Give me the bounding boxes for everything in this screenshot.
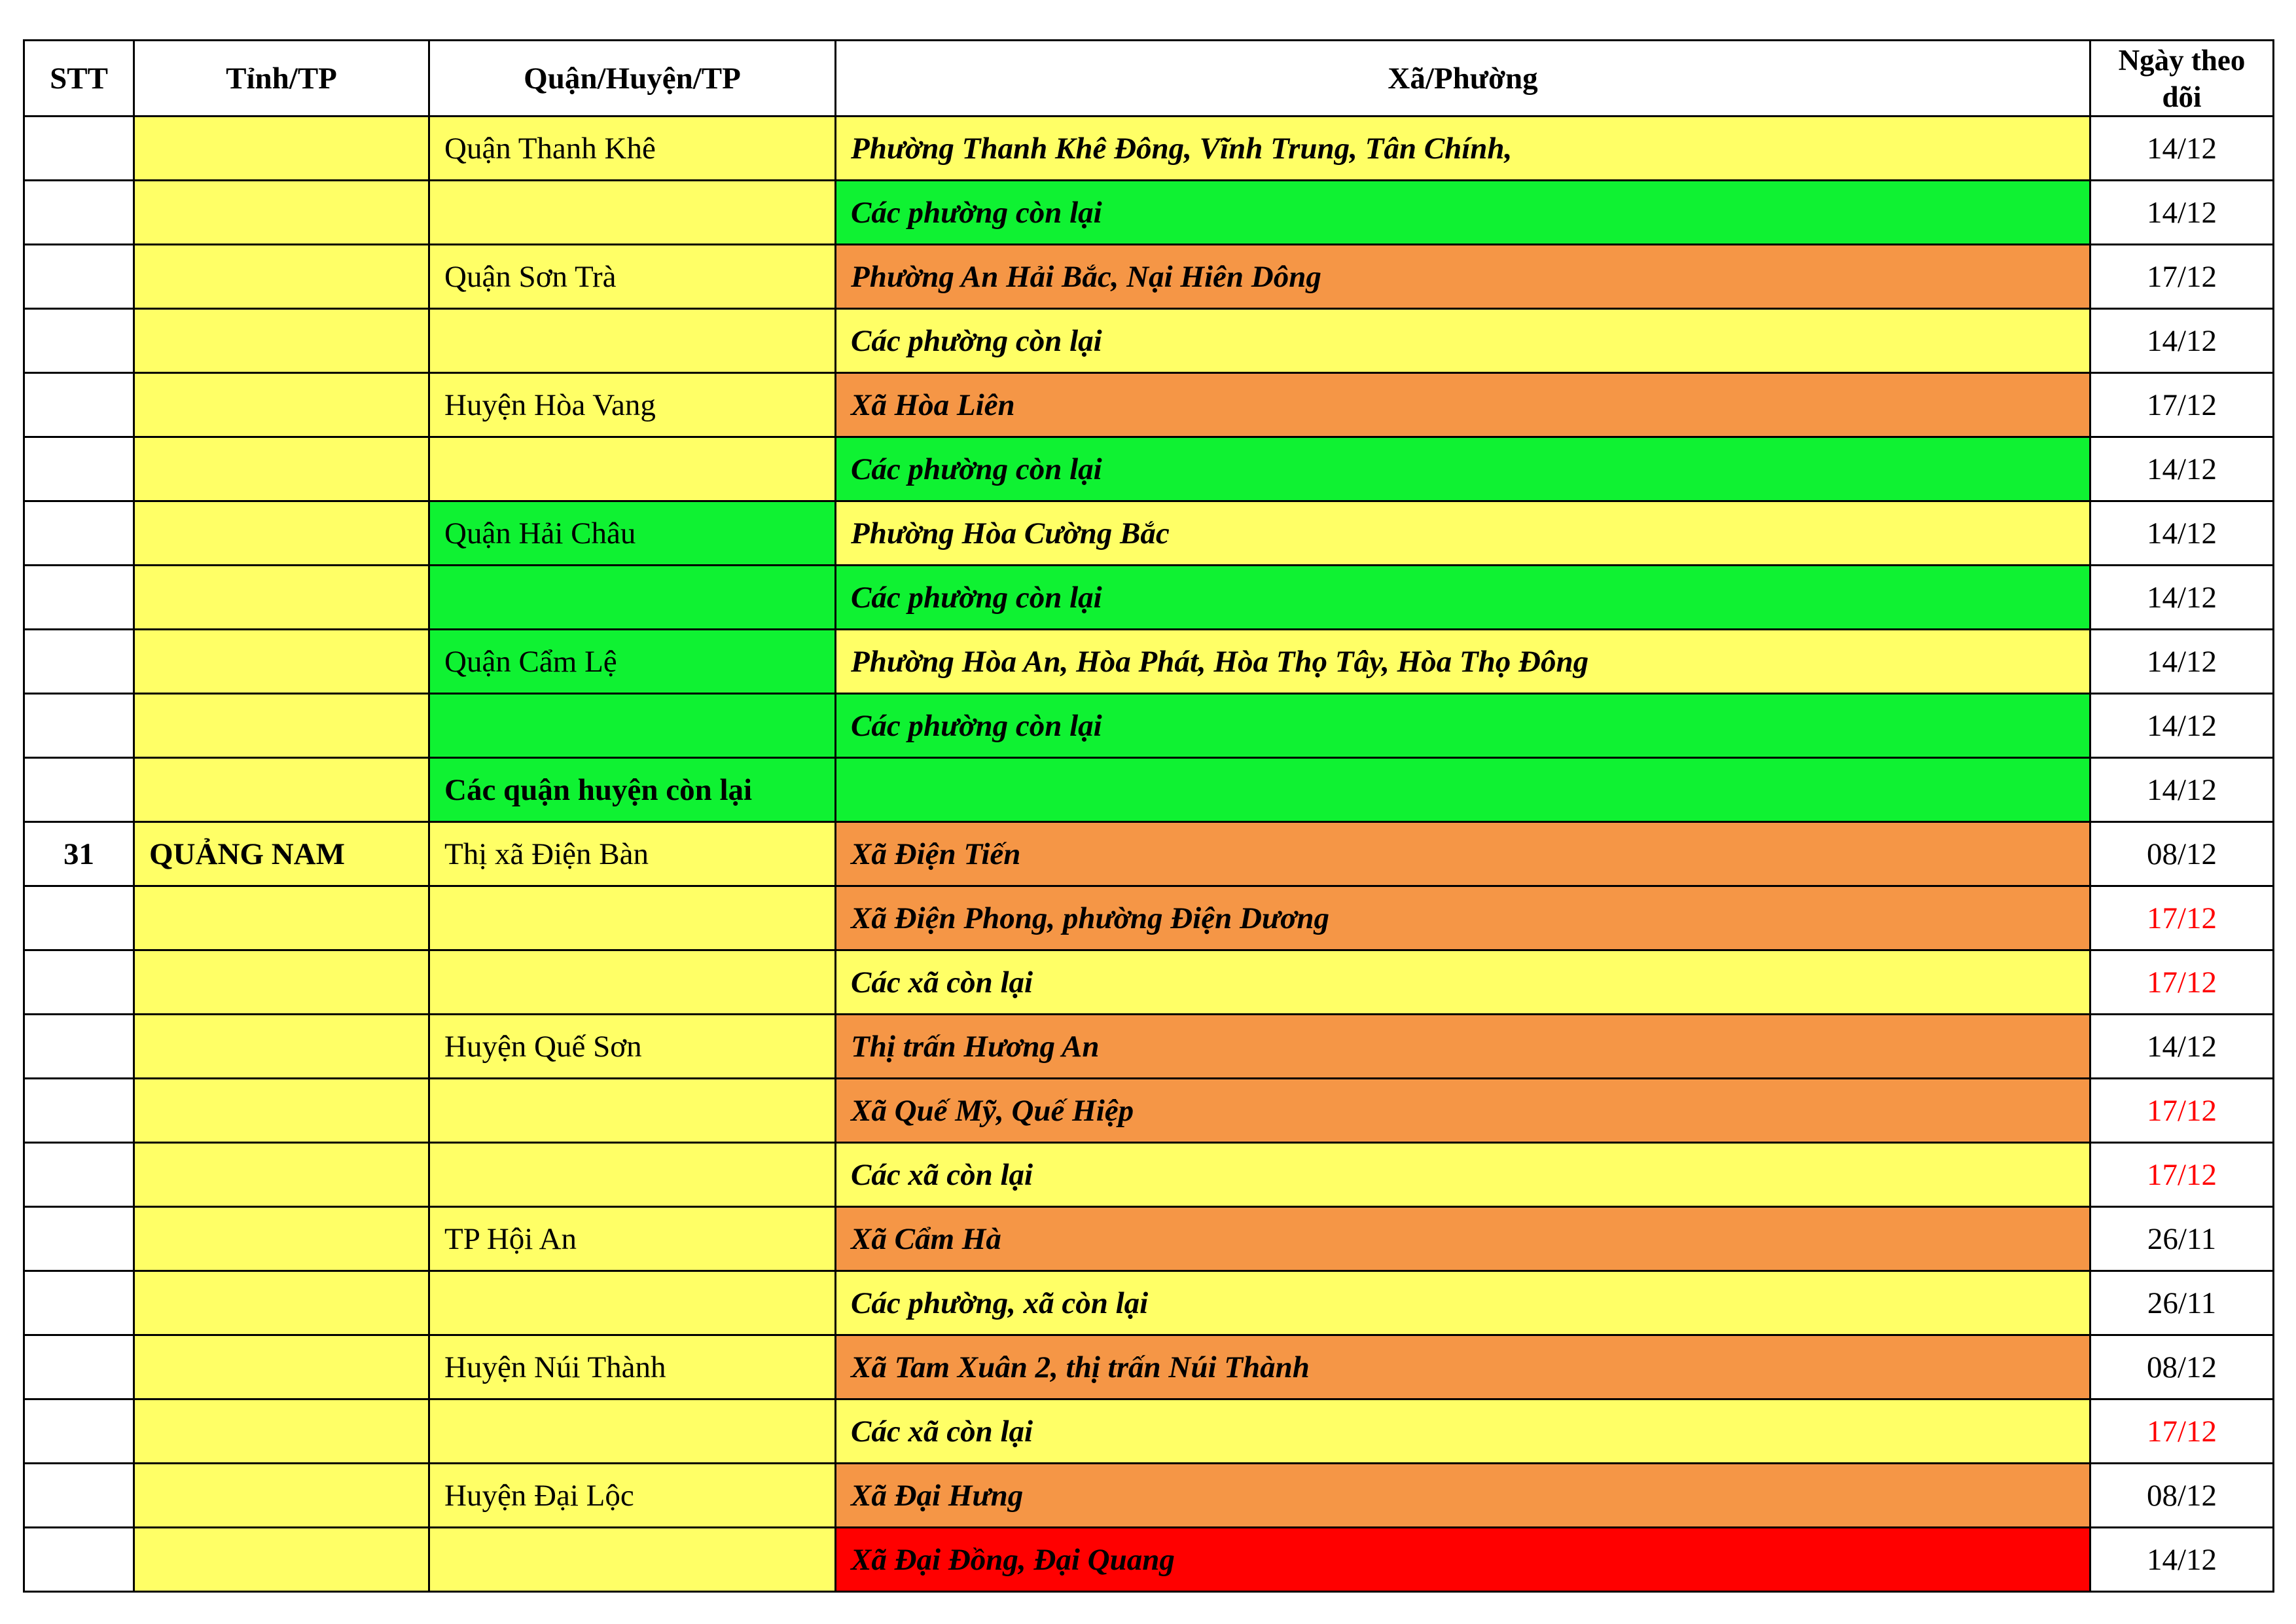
district-cell bbox=[429, 1143, 836, 1207]
district-cell bbox=[429, 886, 836, 950]
district-cell bbox=[429, 437, 836, 501]
date-cell: 26/11 bbox=[2090, 1207, 2274, 1271]
district-cell bbox=[429, 1079, 836, 1143]
district-cell bbox=[429, 694, 836, 758]
date-cell: 14/12 bbox=[2090, 1015, 2274, 1079]
ward-cell: Phường Hòa Cường Bắc bbox=[836, 501, 2090, 566]
district-cell: Huyện Quế Sơn bbox=[429, 1015, 836, 1079]
header-district: Quận/Huyện/TP bbox=[429, 41, 836, 117]
province-cell bbox=[134, 758, 429, 822]
header-ward: Xã/Phường bbox=[836, 41, 2090, 117]
ward-cell: Các phường còn lại bbox=[836, 181, 2090, 245]
district-cell bbox=[429, 181, 836, 245]
table-row bbox=[24, 758, 2274, 822]
stt-cell bbox=[24, 886, 134, 950]
date-cell: 08/12 bbox=[2090, 1464, 2274, 1528]
date-cell: 14/12 bbox=[2090, 309, 2274, 373]
ward-cell: Các phường còn lại bbox=[836, 309, 2090, 373]
province-cell: QUẢNG NAM bbox=[134, 822, 429, 886]
district-cell: Quận Sơn Trà bbox=[429, 245, 836, 309]
date-cell: 14/12 bbox=[2090, 117, 2274, 181]
header-day: Ngày theo dõi bbox=[2090, 41, 2274, 117]
table-row bbox=[24, 1079, 2274, 1143]
ward-cell: Xã Hòa Liên bbox=[836, 373, 2090, 437]
stt-cell bbox=[24, 181, 134, 245]
date-cell: 17/12 bbox=[2090, 1079, 2274, 1143]
district-cell: TP Hội An bbox=[429, 1207, 836, 1271]
stt-cell bbox=[24, 309, 134, 373]
ward-cell: Các phường còn lại bbox=[836, 694, 2090, 758]
ward-cell: Phường An Hải Bắc, Nại Hiên Dông bbox=[836, 245, 2090, 309]
stt-cell: 31 bbox=[24, 822, 134, 886]
province-cell bbox=[134, 630, 429, 694]
ward-cell: Xã Đại Đồng, Đại Quang bbox=[836, 1528, 2090, 1592]
district-cell: Huyện Hòa Vang bbox=[429, 373, 836, 437]
province-cell bbox=[134, 1143, 429, 1207]
province-cell bbox=[134, 1335, 429, 1399]
table-row bbox=[24, 1143, 2274, 1207]
table-body bbox=[24, 117, 2274, 1592]
header-stt: STT bbox=[24, 41, 134, 117]
province-cell bbox=[134, 1015, 429, 1079]
province-cell bbox=[134, 437, 429, 501]
table-row bbox=[24, 1399, 2274, 1464]
ward-cell: Phường Hòa An, Hòa Phát, Hòa Thọ Tây, Hòa Thọ Đông bbox=[836, 630, 2090, 694]
table-row bbox=[24, 117, 2274, 181]
province-cell bbox=[134, 501, 429, 566]
table-row bbox=[24, 1464, 2274, 1528]
stt-cell bbox=[24, 501, 134, 566]
stt-cell bbox=[24, 1079, 134, 1143]
table-row bbox=[24, 1271, 2274, 1335]
ward-cell: Xã Điện Tiến bbox=[836, 822, 2090, 886]
header-row bbox=[24, 41, 2274, 117]
district-cell bbox=[429, 566, 836, 630]
stt-cell bbox=[24, 950, 134, 1015]
ward-cell: Các xã còn lại bbox=[836, 950, 2090, 1015]
table-row bbox=[24, 630, 2274, 694]
province-cell bbox=[134, 1079, 429, 1143]
table-row bbox=[24, 1335, 2274, 1399]
table-row bbox=[24, 566, 2274, 630]
ward-cell: Các xã còn lại bbox=[836, 1143, 2090, 1207]
district-cell bbox=[429, 950, 836, 1015]
table-row bbox=[24, 1015, 2274, 1079]
table-row bbox=[24, 245, 2274, 309]
date-cell: 17/12 bbox=[2090, 373, 2274, 437]
province-cell bbox=[134, 694, 429, 758]
stt-cell bbox=[24, 1143, 134, 1207]
date-cell: 14/12 bbox=[2090, 758, 2274, 822]
stt-cell bbox=[24, 1464, 134, 1528]
district-cell: Thị xã Điện Bàn bbox=[429, 822, 836, 886]
zone-table bbox=[23, 39, 2274, 1593]
header-province: Tỉnh/TP bbox=[134, 41, 429, 117]
district-cell: Các quận huyện còn lại bbox=[429, 758, 836, 822]
date-cell: 14/12 bbox=[2090, 1528, 2274, 1592]
province-cell bbox=[134, 117, 429, 181]
table-row bbox=[24, 501, 2274, 566]
ward-cell: Xã Cẩm Hà bbox=[836, 1207, 2090, 1271]
ward-cell: Các phường, xã còn lại bbox=[836, 1271, 2090, 1335]
stt-cell bbox=[24, 117, 134, 181]
date-cell: 14/12 bbox=[2090, 694, 2274, 758]
date-cell: 08/12 bbox=[2090, 822, 2274, 886]
stt-cell bbox=[24, 1015, 134, 1079]
date-cell: 14/12 bbox=[2090, 437, 2274, 501]
date-cell: 17/12 bbox=[2090, 1399, 2274, 1464]
stt-cell bbox=[24, 630, 134, 694]
ward-cell: Các xã còn lại bbox=[836, 1399, 2090, 1464]
province-cell bbox=[134, 1271, 429, 1335]
ward-cell bbox=[836, 758, 2090, 822]
province-cell bbox=[134, 566, 429, 630]
ward-cell: Thị trấn Hương An bbox=[836, 1015, 2090, 1079]
date-cell: 14/12 bbox=[2090, 566, 2274, 630]
stt-cell bbox=[24, 566, 134, 630]
ward-cell: Xã Đại Hưng bbox=[836, 1464, 2090, 1528]
ward-cell: Xã Tam Xuân 2, thị trấn Núi Thành bbox=[836, 1335, 2090, 1399]
district-cell: Quận Thanh Khê bbox=[429, 117, 836, 181]
stt-cell bbox=[24, 1528, 134, 1592]
date-cell: 08/12 bbox=[2090, 1335, 2274, 1399]
table-row bbox=[24, 694, 2274, 758]
district-cell bbox=[429, 1271, 836, 1335]
date-cell: 26/11 bbox=[2090, 1271, 2274, 1335]
date-cell: 14/12 bbox=[2090, 630, 2274, 694]
province-cell bbox=[134, 181, 429, 245]
stt-cell bbox=[24, 1335, 134, 1399]
province-cell bbox=[134, 1207, 429, 1271]
table-row bbox=[24, 886, 2274, 950]
stt-cell bbox=[24, 373, 134, 437]
district-cell bbox=[429, 1528, 836, 1592]
stt-cell bbox=[24, 437, 134, 501]
stt-cell bbox=[24, 1399, 134, 1464]
district-cell: Quận Cẩm Lệ bbox=[429, 630, 836, 694]
ward-cell: Xã Quế Mỹ, Quế Hiệp bbox=[836, 1079, 2090, 1143]
table-row bbox=[24, 950, 2274, 1015]
district-cell bbox=[429, 309, 836, 373]
date-cell: 17/12 bbox=[2090, 1143, 2274, 1207]
district-cell: Huyện Núi Thành bbox=[429, 1335, 836, 1399]
stt-cell bbox=[24, 1207, 134, 1271]
ward-cell: Các phường còn lại bbox=[836, 437, 2090, 501]
table-row bbox=[24, 373, 2274, 437]
ward-cell: Các phường còn lại bbox=[836, 566, 2090, 630]
date-cell: 17/12 bbox=[2090, 950, 2274, 1015]
province-cell bbox=[134, 245, 429, 309]
province-cell bbox=[134, 950, 429, 1015]
table-row bbox=[24, 822, 2274, 886]
province-cell bbox=[134, 1528, 429, 1592]
date-cell: 17/12 bbox=[2090, 886, 2274, 950]
table-row bbox=[24, 309, 2274, 373]
date-cell: 17/12 bbox=[2090, 245, 2274, 309]
ward-cell: Phường Thanh Khê Đông, Vĩnh Trung, Tân Chính, bbox=[836, 117, 2090, 181]
stt-cell bbox=[24, 245, 134, 309]
stt-cell bbox=[24, 1271, 134, 1335]
province-cell bbox=[134, 373, 429, 437]
stt-cell bbox=[24, 694, 134, 758]
date-cell: 14/12 bbox=[2090, 501, 2274, 566]
district-cell: Huyện Đại Lộc bbox=[429, 1464, 836, 1528]
province-cell bbox=[134, 886, 429, 950]
date-cell: 14/12 bbox=[2090, 181, 2274, 245]
district-cell: Quận Hải Châu bbox=[429, 501, 836, 566]
province-cell bbox=[134, 309, 429, 373]
province-cell bbox=[134, 1399, 429, 1464]
ward-cell: Xã Điện Phong, phường Điện Dương bbox=[836, 886, 2090, 950]
table-row bbox=[24, 1207, 2274, 1271]
district-cell bbox=[429, 1399, 836, 1464]
stt-cell bbox=[24, 758, 134, 822]
table-row bbox=[24, 1528, 2274, 1592]
province-cell bbox=[134, 1464, 429, 1528]
table-row bbox=[24, 437, 2274, 501]
table-row bbox=[24, 181, 2274, 245]
